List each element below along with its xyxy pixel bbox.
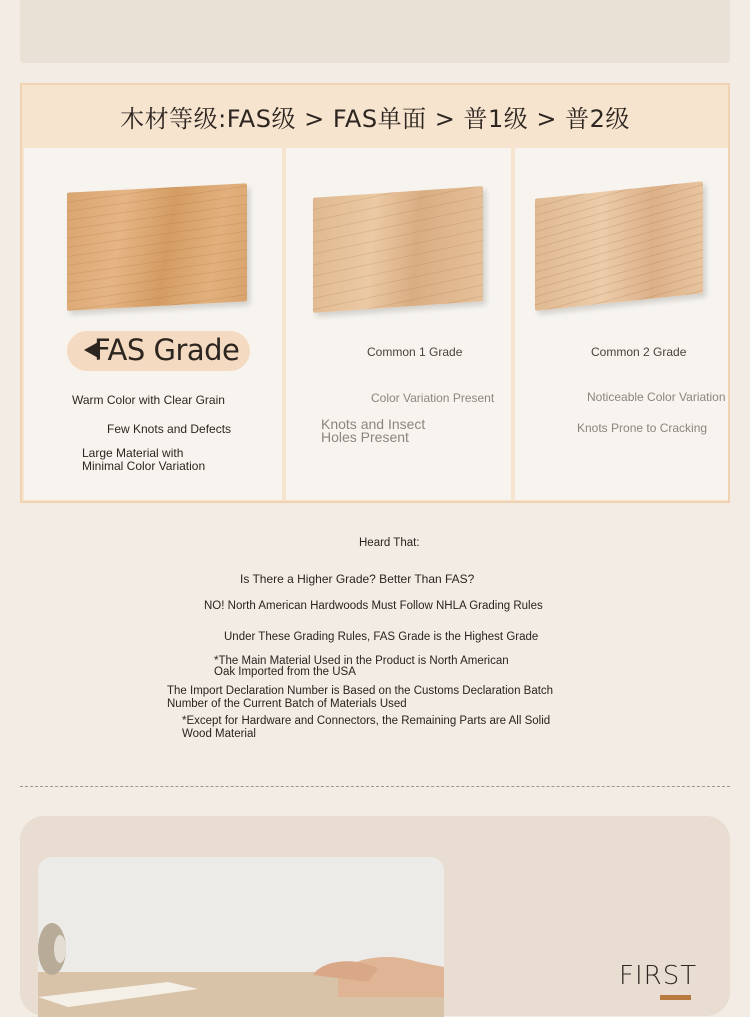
info-line: Is There a Higher Grade? Better Than FAS? (240, 572, 475, 586)
fas-board-image (67, 183, 247, 310)
top-band (20, 0, 730, 63)
fas-feature: Minimal Color Variation (82, 459, 206, 473)
product-photo (38, 857, 444, 1017)
first-label: FIRST (619, 961, 698, 991)
common1-grade-label: Common 1 Grade (367, 345, 463, 359)
info-line: NO! North American Hardwoods Must Follow NHLA Grading Rules (204, 600, 543, 612)
dashed-divider (20, 786, 730, 787)
wood-grade-panel (20, 83, 730, 503)
info-line: Oak Imported from the USA (214, 666, 356, 678)
accent-bar (660, 995, 691, 1000)
fas-column (24, 148, 282, 500)
table-scene-image (38, 857, 444, 1017)
bottom-card (20, 816, 730, 1016)
fas-grade-label: FAS Grade (94, 333, 240, 367)
info-line: *The Main Material Used in the Product is North American (214, 655, 509, 667)
common2-column (515, 148, 728, 500)
fas-feature: Few Knots and Defects (107, 422, 232, 436)
common1-feature: Holes Present (321, 429, 409, 445)
info-line: Under These Grading Rules, FAS Grade is the Highest Grade (224, 631, 539, 643)
fas-feature: Warm Color with Clear Grain (72, 393, 225, 407)
common1-feature: Knots and Insect (321, 416, 426, 432)
common2-feature: Noticeable Color Variation (587, 390, 726, 404)
common2-board-image (535, 181, 703, 311)
info-line: Number of the Current Batch of Materials Used (167, 698, 407, 710)
info-heading: Heard That: (359, 537, 420, 549)
info-line: The Import Declaration Number is Based on the Customs Declaration Batch (167, 685, 554, 697)
info-line: Wood Material (182, 728, 256, 740)
info-line: *Except for Hardware and Connectors, the Remaining Parts are All Solid (182, 715, 551, 727)
common2-grade-label: Common 2 Grade (591, 345, 687, 359)
common1-feature: Color Variation Present (371, 391, 495, 405)
common1-column (286, 148, 511, 500)
fas-feature: Large Material with (82, 446, 184, 460)
common1-board-image (313, 186, 483, 313)
common2-feature: Knots Prone to Cracking (577, 421, 708, 435)
grade-title: 木材等级:FAS级 > FAS单面 > 普1级 > 普2级 (120, 105, 630, 133)
